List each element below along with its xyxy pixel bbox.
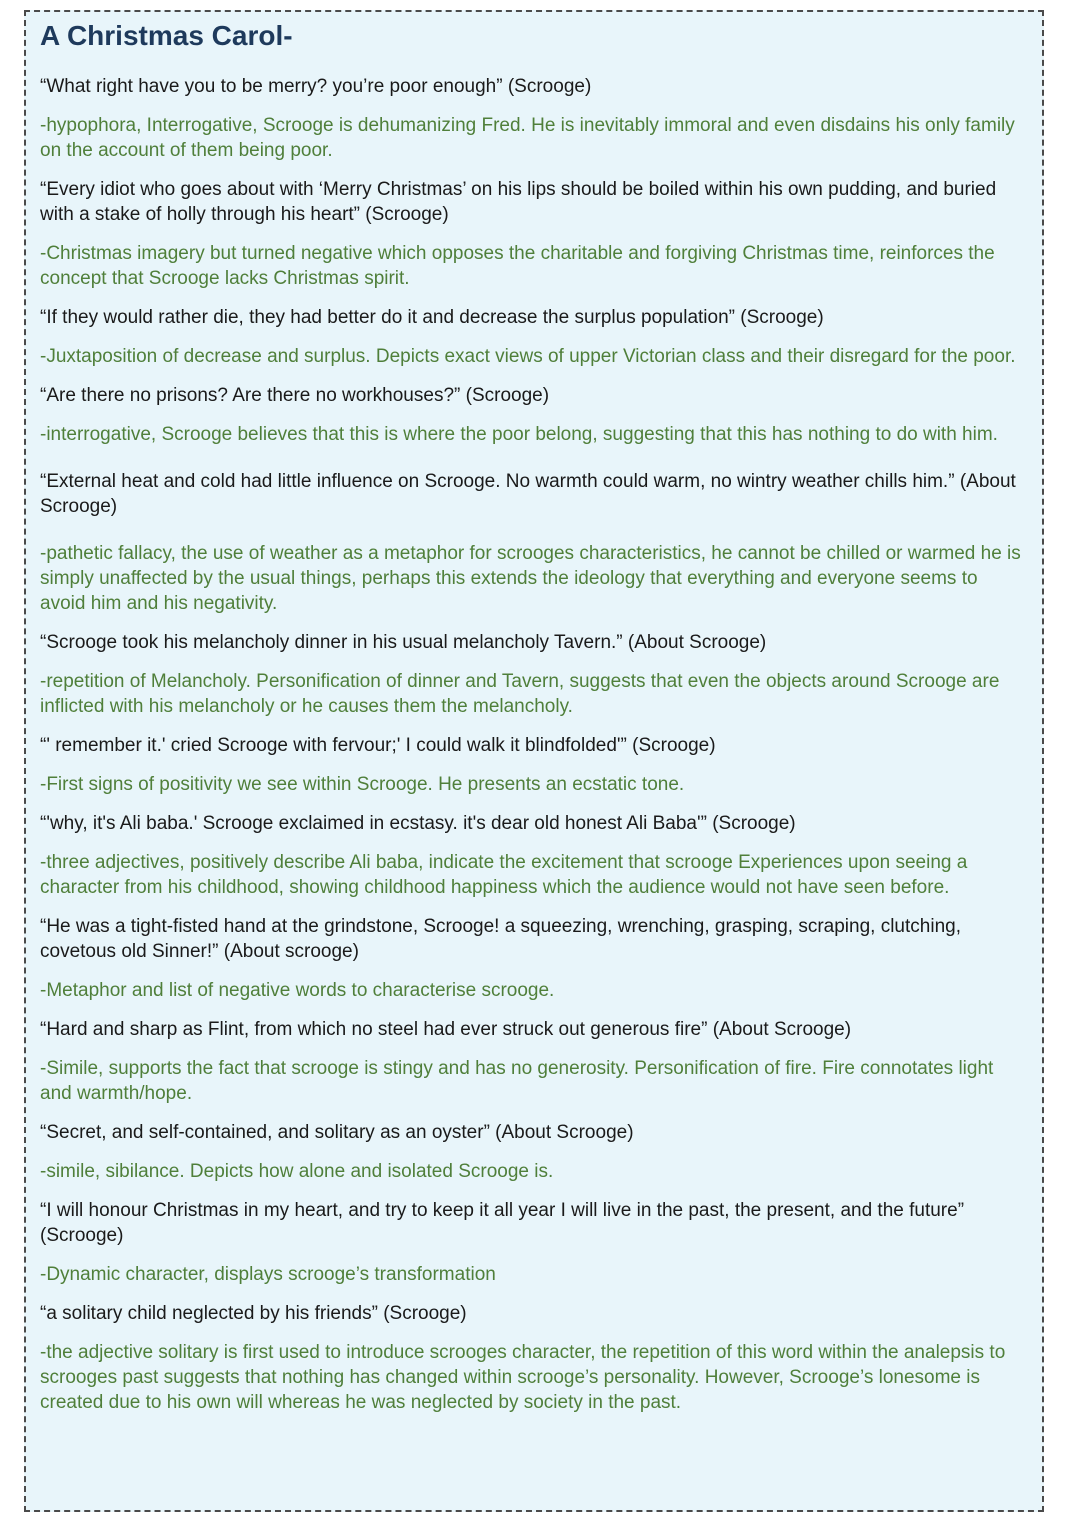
quote-12: “I will honour Christmas in my heart, and try to keep it all year I will live in the past, the present, and the future” (Scrooge) bbox=[40, 1200, 965, 1246]
quote-7: “' remember it.' cried Scrooge with fervour;' I could walk it blindfolded'” (Scrooge) bbox=[40, 735, 716, 756]
analysis-12: -Dynamic character, displays scrooge’s transformation bbox=[40, 1264, 496, 1285]
analysis-6: -repetition of Melancholy. Personification of dinner and Tavern, suggests that even the objects around Scrooge are inflicted with his melancholy or he causes them the melancholy. bbox=[40, 671, 1000, 717]
analysis-10: -Simile, supports the fact that scrooge is stingy and has no generosity. Personification of fire. Fire connotates light and warmth/hope. bbox=[40, 1058, 994, 1104]
analysis-7: -First signs of positivity we see within Scrooge. He presents an ecstatic tone. bbox=[40, 774, 685, 795]
quote-9: “He was a tight-fisted hand at the grindstone, Scrooge! a squeezing, wrenching, grasping, scraping, clutching, covetous old Sinner!” (About scrooge) bbox=[40, 916, 961, 962]
analysis-9: -Metaphor and list of negative words to characterise scrooge. bbox=[40, 980, 555, 1001]
quote-8: “'why, it's Ali baba.' Scrooge exclaimed in ecstasy. it's dear old honest Ali Baba'” (Scrooge) bbox=[40, 813, 796, 834]
quote-5: “External heat and cold had little influence on Scrooge. No warmth could warm, no wintry weather chills him.” (About Scrooge) bbox=[40, 471, 1016, 517]
analysis-11: -simile, sibilance. Depicts how alone and isolated Scrooge is. bbox=[40, 1161, 554, 1182]
analysis-2: -Christmas imagery but turned negative which opposes the charitable and forgiving Christmas time, reinforces the concept that Scrooge lacks Christmas spirit. bbox=[40, 243, 995, 289]
quote-13: “a solitary child neglected by his friends” (Scrooge) bbox=[40, 1303, 467, 1324]
quote-11: “Secret, and self-contained, and solitary as an oyster” (About Scrooge) bbox=[40, 1122, 634, 1143]
quote-6: “Scrooge took his melancholy dinner in his usual melancholy Tavern.” (About Scrooge) bbox=[40, 632, 767, 653]
analysis-13: -the adjective solitary is first used to introduce scrooges character, the repetition of this word within the analepsis to scrooges past suggests that nothing has changed within scrooge’s personality. However, Scrooge’s lonesome is created due to his own will whereas he was neglected by society in the past. bbox=[40, 1342, 1006, 1413]
analysis-5: -pathetic fallacy, the use of weather as a metaphor for scrooges characteristics, he cannot be chilled or warmed he is simply unaffected by the usual things, perhaps this extends the ideology that everything and everyone seems to avoid him and his negativity. bbox=[40, 543, 1021, 614]
note-card bbox=[24, 10, 1044, 1512]
quote-2: “Every idiot who goes about with ‘Merry Christmas’ on his lips should be boiled within his own pudding, and buried with a stake of holly through his heart” (Scrooge) bbox=[40, 179, 997, 225]
analysis-8: -three adjectives, positively describe Ali baba, indicate the excitement that scrooge Experiences upon seeing a character from his childhood, showing childhood happiness which the audience would not have seen before. bbox=[40, 852, 968, 898]
quote-3: “If they would rather die, they had better do it and decrease the surplus population” (Scrooge) bbox=[40, 307, 824, 328]
quote-1: “What right have you to be merry? you’re poor enough” (Scrooge) bbox=[40, 76, 592, 97]
analysis-1: -hypophora, Interrogative, Scrooge is dehumanizing Fred. He is inevitably immoral and even disdains his only family on the account of them being poor. bbox=[40, 115, 1015, 161]
page-title: A Christmas Carol- bbox=[40, 20, 293, 51]
analysis-4: -interrogative, Scrooge believes that this is where the poor belong, suggesting that this has nothing to do with him. bbox=[40, 424, 998, 445]
quote-4: “Are there no prisons? Are there no workhouses?” (Scrooge) bbox=[40, 385, 550, 406]
analysis-3: -Juxtaposition of decrease and surplus. Depicts exact views of upper Victorian class and their disregard for the poor. bbox=[40, 346, 1016, 367]
quote-10: “Hard and sharp as Flint, from which no steel had ever struck out generous fire” (About Scrooge) bbox=[40, 1019, 852, 1040]
